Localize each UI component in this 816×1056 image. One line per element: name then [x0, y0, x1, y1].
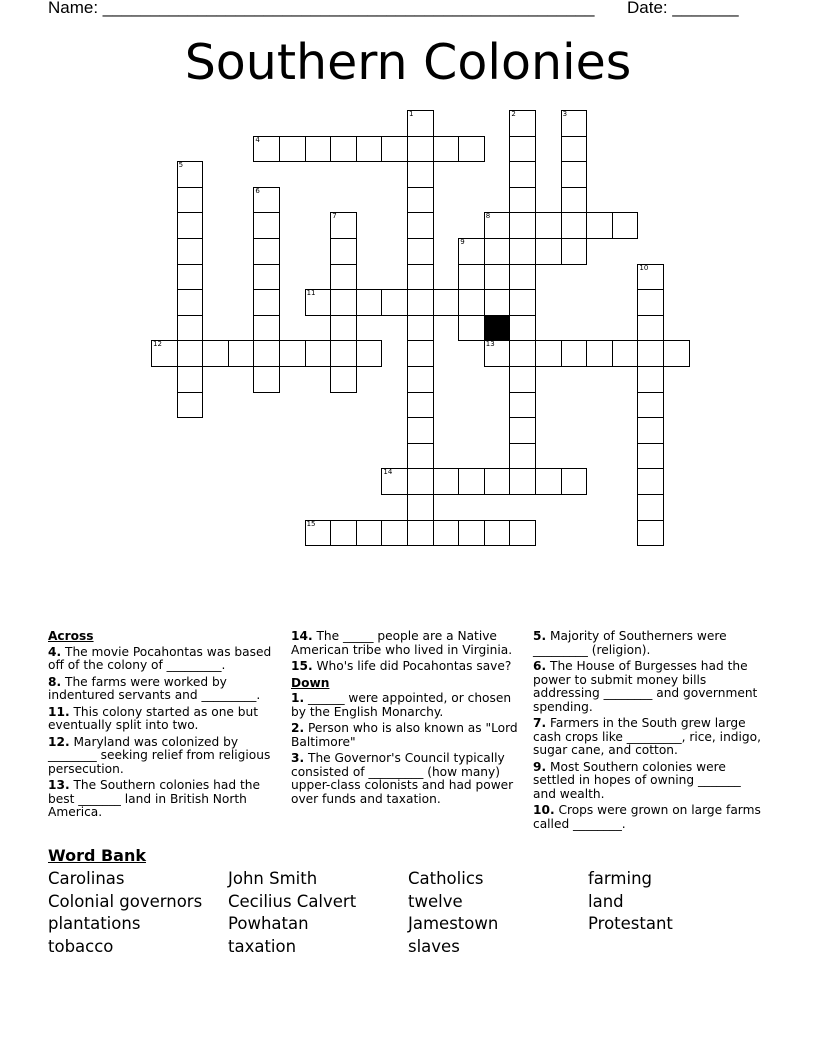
crossword-cell[interactable] — [407, 212, 434, 239]
clue-number-label: 4 — [255, 135, 260, 144]
word-bank-item: Powhatan — [228, 914, 309, 933]
crossword-cell[interactable] — [356, 340, 383, 367]
crossword-cell[interactable] — [509, 289, 536, 316]
word-bank-item: twelve — [408, 891, 463, 911]
clue-down-10 — [533, 804, 765, 831]
crossword-cell[interactable] — [253, 212, 280, 239]
crossword-cell[interactable] — [407, 264, 434, 291]
crossword-cell[interactable] — [330, 289, 357, 316]
word-bank-item: tobacco — [48, 936, 114, 956]
crossword-cell[interactable] — [330, 212, 357, 239]
crossword-cell[interactable] — [509, 366, 536, 393]
crossword-cell[interactable] — [458, 136, 485, 163]
clue-text: Person who is also known as "Lord Baltimore" — [291, 721, 518, 749]
clue-text: Farmers in the South grew large cash crops like _________, rice, indigo, sugar cane, and cotton. — [533, 716, 761, 757]
clue-across-15 — [291, 660, 519, 674]
crossword-cell[interactable] — [407, 520, 434, 547]
crossword-cell[interactable] — [330, 315, 357, 342]
crossword-cell[interactable] — [330, 264, 357, 291]
crossword-cell[interactable] — [253, 366, 280, 393]
crossword-cell[interactable] — [561, 212, 588, 239]
crossword-cell[interactable] — [407, 340, 434, 367]
clue-number: 7. — [533, 716, 547, 730]
crossword-cell[interactable] — [407, 443, 434, 470]
clue-number: 12. — [48, 734, 70, 749]
clue-across-13 — [48, 779, 280, 820]
clue-number: 5. — [533, 629, 547, 643]
clue-text: Most Southern colonies were settled in hopes of owning _______ and wealth. — [533, 759, 741, 801]
crossword-cell[interactable] — [637, 494, 664, 521]
crossword-cell[interactable] — [407, 468, 434, 495]
clue-number: 2. — [291, 721, 305, 735]
crossword-cell[interactable] — [407, 366, 434, 393]
crossword-cell[interactable] — [356, 520, 383, 547]
crossword-cell[interactable] — [484, 468, 511, 495]
clue-number: 15. — [291, 659, 313, 673]
crossword-cell[interactable] — [509, 417, 536, 444]
clue-number-label: 1 — [409, 110, 414, 118]
word-bank-item: Protestant — [588, 914, 673, 933]
crossword-cell[interactable] — [177, 392, 204, 419]
clues-column-3 — [533, 630, 765, 834]
clue-number-label: 5 — [178, 161, 184, 170]
word-bank-item: John Smith — [228, 869, 318, 888]
word-bank-item: plantations — [48, 914, 141, 933]
word-bank-item: Colonial governors — [48, 891, 203, 911]
clue-text: The movie Pocahontas was based off of the colony of _________. — [48, 644, 272, 672]
crossword-cell[interactable] — [177, 315, 204, 342]
clue-number: 14. — [291, 629, 313, 643]
crossword-cell[interactable] — [330, 238, 357, 265]
crossword-cell[interactable] — [561, 161, 588, 188]
crossword-cell[interactable] — [612, 212, 639, 239]
clue-across-14 — [291, 630, 519, 657]
crossword-cell[interactable] — [330, 520, 357, 547]
clue-down-5 — [533, 630, 765, 657]
clue-number: 3. — [291, 751, 305, 765]
crossword-cell[interactable] — [637, 392, 664, 419]
clue-number-label: 14 — [383, 468, 393, 477]
crossword-cell[interactable] — [356, 136, 383, 163]
crossword-cell[interactable] — [458, 520, 485, 547]
crossword-cell[interactable] — [561, 468, 588, 495]
crossword-cell[interactable] — [509, 212, 536, 239]
crossword-cell[interactable] — [177, 187, 204, 214]
clue-text: The farms were worked by indentured servants and _________. — [48, 674, 261, 702]
clue-across-4 — [48, 646, 280, 673]
crossword-cell[interactable] — [637, 340, 664, 367]
clue-number: 1. — [291, 691, 305, 705]
crossword-cell[interactable] — [407, 136, 434, 163]
crossword-cell[interactable] — [407, 110, 434, 137]
crossword-black-square — [484, 315, 511, 342]
clue-text: The Southern colonies had the best _______ land in British North America. — [48, 778, 260, 819]
date-field-label: Date: _______ — [627, 0, 739, 17]
crossword-cell[interactable] — [561, 187, 588, 214]
clue-across-8 — [48, 676, 280, 703]
clue-number-label: 12 — [153, 340, 162, 349]
crossword-cell[interactable] — [509, 340, 536, 367]
crossword-cell[interactable] — [637, 417, 664, 444]
clue-number: 11. — [48, 704, 70, 719]
clue-number-label: 7 — [332, 212, 337, 221]
crossword-cell[interactable] — [509, 520, 536, 547]
clue-text: Crops were grown on large farms called ________. — [533, 803, 761, 831]
crossword-cell[interactable] — [381, 136, 408, 163]
crossword-cell[interactable] — [407, 315, 434, 342]
word-bank-item: Carolinas — [48, 869, 125, 888]
clue-number-label: 13 — [485, 340, 495, 349]
crossword-cell[interactable] — [177, 366, 204, 393]
clue-number-label: 3 — [562, 110, 568, 118]
crossword-cell[interactable] — [509, 468, 536, 495]
crossword-cell[interactable] — [407, 392, 434, 419]
word-bank-item: slaves — [408, 936, 460, 956]
crossword-cell[interactable] — [407, 417, 434, 444]
crossword-cell[interactable] — [509, 264, 536, 291]
crossword-cell[interactable] — [561, 340, 588, 367]
crossword-cell[interactable] — [458, 315, 485, 342]
crossword-cell[interactable] — [407, 494, 434, 521]
crossword-cell[interactable] — [177, 212, 204, 239]
clue-number: 6. — [533, 659, 547, 673]
clues-column-2 — [291, 630, 519, 809]
crossword-cell[interactable] — [484, 212, 511, 239]
crossword-cell[interactable] — [535, 340, 562, 367]
crossword-cell[interactable] — [509, 443, 536, 470]
crossword-cell[interactable] — [433, 136, 460, 163]
clue-number: 9. — [533, 759, 547, 774]
crossword-cell[interactable] — [407, 289, 434, 316]
word-bank-item: farming — [588, 869, 653, 888]
crossword-cell[interactable] — [253, 187, 280, 214]
clue-number-label: 15 — [306, 519, 316, 528]
crossword-cell[interactable] — [637, 468, 664, 495]
crossword-cell[interactable] — [177, 264, 204, 291]
crossword-cell[interactable] — [407, 161, 434, 188]
clue-down-1 — [291, 692, 519, 719]
crossword-cell[interactable] — [458, 289, 485, 316]
crossword-cell[interactable] — [586, 212, 613, 239]
crossword-cell[interactable] — [484, 289, 511, 316]
clue-number-label: 10 — [639, 263, 649, 272]
clue-down-7 — [533, 717, 765, 758]
crossword-cell[interactable] — [509, 315, 536, 342]
crossword-cell[interactable] — [330, 136, 357, 163]
crossword-cell[interactable] — [407, 238, 434, 265]
crossword-cell[interactable] — [535, 468, 562, 495]
word-bank-item: Catholics — [408, 869, 484, 888]
crossword-cell[interactable] — [177, 289, 204, 316]
clue-text: The Governor's Council typically consisted of _________ (how many) upper-class colonists and had power over funds and taxation. — [291, 751, 514, 806]
crossword-cell[interactable] — [637, 264, 664, 291]
crossword-cell[interactable] — [458, 264, 485, 291]
clue-number-label: 8 — [485, 212, 491, 221]
crossword-cell[interactable] — [509, 136, 536, 163]
clue-number-label: 9 — [460, 238, 465, 246]
crossword-cell[interactable] — [484, 238, 511, 265]
clue-down-6 — [533, 660, 765, 714]
crossword-cell[interactable] — [484, 520, 511, 547]
clue-down-3 — [291, 752, 519, 806]
crossword-cell[interactable] — [253, 340, 280, 367]
word-bank-item: Jamestown — [408, 914, 499, 933]
crossword-cell[interactable] — [177, 238, 204, 265]
crossword-cell[interactable] — [509, 392, 536, 419]
crossword-cell[interactable] — [433, 520, 460, 547]
down-heading: Down — [291, 675, 330, 690]
clue-number-label: 6 — [255, 186, 260, 195]
clue-text: Maryland was colonized by ________ seeking relief from religious persecution. — [48, 734, 271, 776]
crossword-cell[interactable] — [381, 468, 408, 495]
crossword-cell[interactable] — [407, 187, 434, 214]
clue-text: The House of Burgesses had the power to submit money bills addressing ________ and government spending. — [533, 659, 758, 714]
crossword-cell[interactable] — [279, 136, 306, 163]
crossword-cell[interactable] — [561, 136, 588, 163]
crossword-cell[interactable] — [177, 340, 204, 367]
clue-down-2 — [291, 722, 519, 749]
crossword-cell[interactable] — [458, 238, 485, 265]
word-bank-item: Cecilius Calvert — [228, 891, 357, 911]
crossword-cell[interactable] — [253, 264, 280, 291]
page-title: Southern Colonies — [184, 34, 632, 91]
crossword-cell[interactable] — [356, 289, 383, 316]
clue-text: Who's life did Pocahontas save? — [316, 659, 512, 673]
word-bank-item: land — [588, 891, 624, 911]
clue-text: ______ were appointed, or chosen by the English Monarchy. — [291, 691, 512, 719]
clue-text: The _____ people are a Native American tribe who lived in Virginia. — [291, 629, 513, 657]
crossword-cell[interactable] — [253, 136, 280, 163]
crossword-cell[interactable] — [509, 238, 536, 265]
clue-across-12 — [48, 736, 280, 777]
across-heading: Across — [48, 629, 94, 643]
clue-down-9 — [533, 761, 765, 802]
clue-number-label: 2 — [511, 110, 516, 118]
crossword-cell[interactable] — [305, 340, 332, 367]
crossword-cell[interactable] — [509, 110, 536, 137]
crossword-cell[interactable] — [586, 340, 613, 367]
clue-number: 4. — [48, 644, 62, 659]
crossword-cell[interactable] — [253, 289, 280, 316]
crossword-cell[interactable] — [279, 340, 306, 367]
clue-number-label: 11 — [306, 289, 316, 298]
word-bank-item: taxation — [228, 936, 297, 956]
word-bank — [48, 846, 768, 958]
crossword-cell[interactable] — [305, 136, 332, 163]
word-bank-title: Word Bank — [48, 846, 147, 865]
crossword-cell[interactable] — [535, 238, 562, 265]
word-bank-list — [48, 868, 768, 958]
crossword-cell[interactable] — [330, 366, 357, 393]
name-field-label: Name: ____________________________________________________ — [48, 0, 595, 17]
clue-text: Majority of Southerners were _________ (religion). — [533, 629, 727, 657]
crossword-cell[interactable] — [202, 340, 229, 367]
crossword-cell[interactable] — [637, 289, 664, 316]
crossword-cell[interactable] — [381, 289, 408, 316]
crossword-cell[interactable] — [637, 315, 664, 342]
clue-across-11 — [48, 706, 280, 733]
crossword-cell[interactable] — [305, 289, 332, 316]
crossword-cell[interactable] — [433, 468, 460, 495]
crossword-cell[interactable] — [561, 110, 588, 137]
clue-number: 13. — [48, 778, 70, 792]
clue-number: 8. — [48, 674, 62, 689]
crossword-cell[interactable] — [484, 340, 511, 367]
crossword-cell[interactable] — [381, 520, 408, 547]
crossword-cell[interactable] — [561, 238, 588, 265]
crossword-cell[interactable] — [637, 366, 664, 393]
crossword-cell[interactable] — [330, 340, 357, 367]
clue-text: This colony started as one but eventually split into two. — [48, 704, 259, 732]
clues-column-1 — [48, 630, 280, 823]
crossword-cell[interactable] — [177, 161, 204, 188]
crossword-cell[interactable] — [305, 520, 332, 547]
crossword-cell[interactable] — [637, 443, 664, 470]
crossword-cell[interactable] — [253, 315, 280, 342]
crossword-cell[interactable] — [458, 468, 485, 495]
crossword-cell[interactable] — [637, 520, 664, 547]
crossword-cell[interactable] — [612, 340, 639, 367]
crossword-cell[interactable] — [535, 212, 562, 239]
crossword-cell[interactable] — [253, 238, 280, 265]
crossword-cell[interactable] — [433, 289, 460, 316]
crossword-cell[interactable] — [509, 187, 536, 214]
clue-number: 10. — [533, 803, 555, 817]
crossword-cell[interactable] — [151, 340, 178, 367]
crossword-cell[interactable] — [228, 340, 255, 367]
crossword-cell[interactable] — [509, 161, 536, 188]
crossword-cell[interactable] — [663, 340, 690, 367]
